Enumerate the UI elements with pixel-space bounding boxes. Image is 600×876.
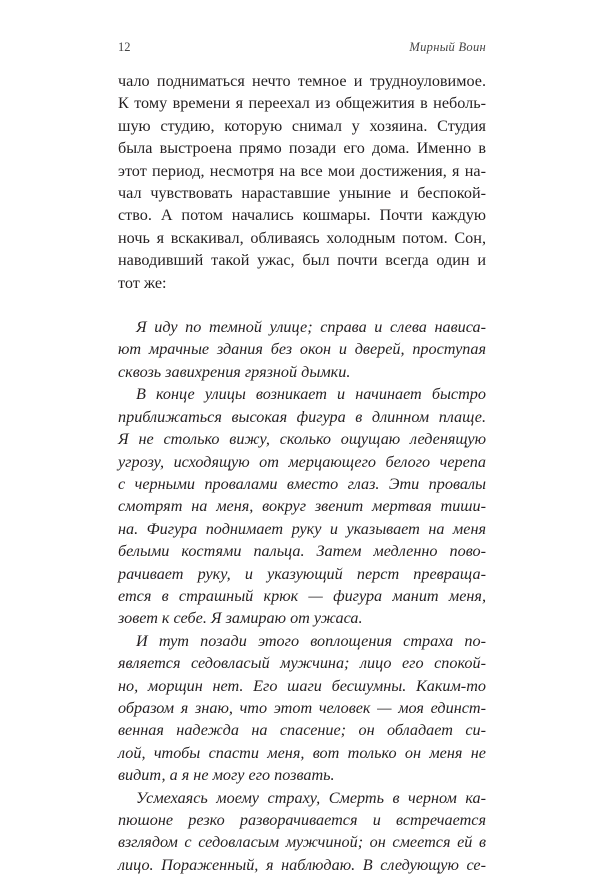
text-line: И тут позади этого воплощения страха по- (136, 631, 486, 650)
text-line: лицо. Пораженный, я наблюдаю. В следующую се- (118, 855, 486, 874)
text-line: наводивший такой ужас, был почти всегда один и (118, 251, 486, 270)
text-line: Я иду по темной улице; справа и слева нависа- (136, 318, 486, 337)
text-line: сквозь завихрения грязной дымки. (118, 362, 351, 381)
text-line: была выстроена прямо позади его дома. Именно в (118, 139, 486, 158)
text-line: зовет к себе. Я замираю от ужаса. (118, 609, 363, 628)
text-line: образом я знаю, что этот человек — моя единст- (118, 698, 486, 717)
text-line: Усмехаясь моему страху, Смерть в черном ка- (136, 788, 486, 807)
text-line: В конце улицы возникает и начинает быстро (136, 385, 486, 404)
text-line: взглядом с седовласым мужчиной; он смеется ей в (118, 833, 486, 852)
text-line: на. Фигура поднимает руку и указывает на меня (118, 519, 486, 538)
text-line: тот же: (118, 273, 167, 292)
text-line: Я не столько вижу, сколько ощущаю леденящую (118, 430, 486, 449)
text-line: видит, а я не могу его позвать. (118, 766, 335, 785)
dream-paragraph-2 (118, 383, 486, 629)
text-line: ется в страшный крюк — фигура манит меня, (118, 586, 486, 605)
text-line: этот период, несмотря на все мои достижения, я на- (118, 161, 486, 180)
text-line: но, морщин нет. Его шаги бесшумны. Каким-то (118, 676, 486, 695)
text-line: К тому времени я переехал из общежития в неболь- (118, 94, 486, 113)
text-line: приближаться высокая фигура в длинном плаще. (118, 407, 486, 426)
dream-paragraph-1 (118, 316, 486, 383)
text-line: чало подниматься нечто темное и трудноуловимое. (118, 72, 486, 90)
text-line: венная надежда на спасение; он обладает си- (118, 721, 486, 740)
running-title: Мирный Воин (409, 40, 486, 54)
dream-paragraph-3 (118, 630, 486, 787)
page-number: 12 (118, 40, 131, 54)
dream-paragraph-4 (118, 787, 486, 876)
text-line: смотрят на меня, вокруг звенит мертвая тиши- (118, 497, 486, 516)
text-line: ство. А потом начались кошмары. Почти каждую (118, 206, 486, 225)
text-line: с черными провалами вместо глаз. Эти провалы (118, 474, 486, 493)
spacer (118, 294, 486, 316)
text-line: лой, чтобы спасти меня, вот только он меня не (118, 743, 486, 762)
text-line: белыми костями пальца. Затем медленно пово- (118, 542, 486, 561)
paragraph-intro (118, 70, 486, 294)
body-text (118, 70, 486, 876)
text-line: ют мрачные здания без окон и дверей, проступая (118, 340, 486, 359)
text-line: рачивает руку, и указующий перст превраща- (118, 564, 486, 583)
text-line: угрозу, исходящую от мерцающего белого черепа (118, 452, 486, 471)
text-line: шую студию, которую снимал у хозяина. Студия (118, 116, 486, 135)
text-line: является седовласый мужчина; лицо его спокой- (118, 654, 486, 673)
text-line: чал чувствовать нараставшие уныние и беспокой- (118, 184, 486, 203)
text-line: ночь я вскакивал, обливаясь холодным потом. Сон, (118, 228, 486, 247)
text-line: пюшоне резко разворачивается и встречается (118, 811, 486, 829)
